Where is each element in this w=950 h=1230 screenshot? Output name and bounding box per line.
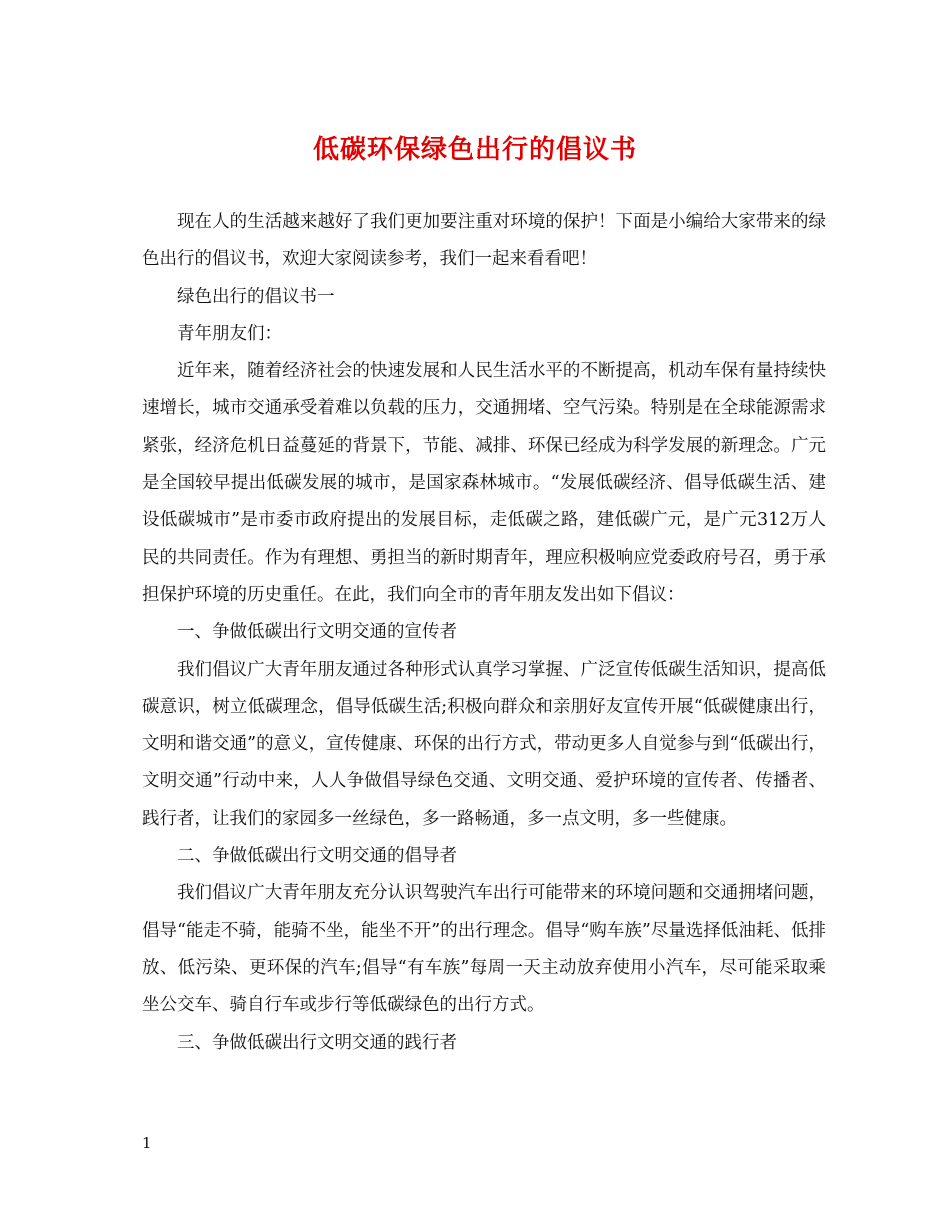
page-number: 1 bbox=[142, 1134, 152, 1152]
document-body bbox=[142, 204, 826, 1062]
document-title: 低碳环保绿色出行的倡议书 bbox=[312, 135, 637, 165]
proposal-heading: 三、争做低碳出行文明交通的践行者 bbox=[177, 1032, 457, 1053]
body-paragraph: 我们倡议广大青年朋友通过各种形式认真学习掌握、广泛宣传低碳生活知识，提高低碳意识，树立低碳理念，倡导低碳生活;积极向群众和亲朋好友宣传开展“低碳健康出行，文明和谐交通”的意义，宣传健康、环保的出行方式，带动更多人自觉参与到“低碳出行，文明交通”行动中来，人人争做倡导绿色交通、文明交通、爱护环境的宣传者、传播者、践行者，让我们的家园多一丝绿色，多一路畅通，多一点文明，多一些健康。 bbox=[142, 659, 826, 829]
proposal-heading: 一、争做低碳出行文明交通的宣传者 bbox=[177, 622, 457, 643]
body-paragraph: 近年来，随着经济社会的快速发展和人民生活水平的不断提高，机动车保有量持续快速增长，城市交通承受着难以负载的压力，交通拥堵、空气污染。特别是在全球能源需求紧张，经济危机日益蔓延的背景下，节能、减排、环保已经成为科学发展的新理念。广元是全国较早提出低碳发展的城市，是国家森林城市。“发展低碳经济、倡导低碳生活、建设低碳城市”是市委市政府提出的发展目标，走低碳之路，建低碳广元，是广元312万人民的共同责任。作为有理想、勇担当的新时期青年，理应积极响应党委政府号召，勇于承担保护环境的历史重任。在此，我们向全市的青年朋友发出如下倡议： bbox=[142, 361, 826, 605]
section-heading: 绿色出行的倡议书一 bbox=[177, 286, 335, 307]
salutation: 青年朋友们： bbox=[177, 323, 282, 344]
proposal-heading: 二、争做低碳出行文明交通的倡导者 bbox=[177, 846, 457, 867]
body-paragraph: 我们倡议广大青年朋友充分认识驾驶汽车出行可能带来的环境问题和交通拥堵问题，倡导“能走不骑，能骑不坐，能坐不开”的出行理念。倡导“购车族”尽量选择低油耗、低排放、低污染、更环保的汽车;倡导“有车族”每周一天主动放弃使用小汽车，尽可能采取乘坐公交车、骑自行车或步行等低碳绿色的出行方式。 bbox=[142, 883, 826, 1016]
intro-paragraph: 现在人的生活越来越好了我们更加要注重对环境的保护！下面是小编给大家带来的绿色出行的倡议书，欢迎大家阅读参考，我们一起来看看吧！ bbox=[142, 212, 826, 270]
